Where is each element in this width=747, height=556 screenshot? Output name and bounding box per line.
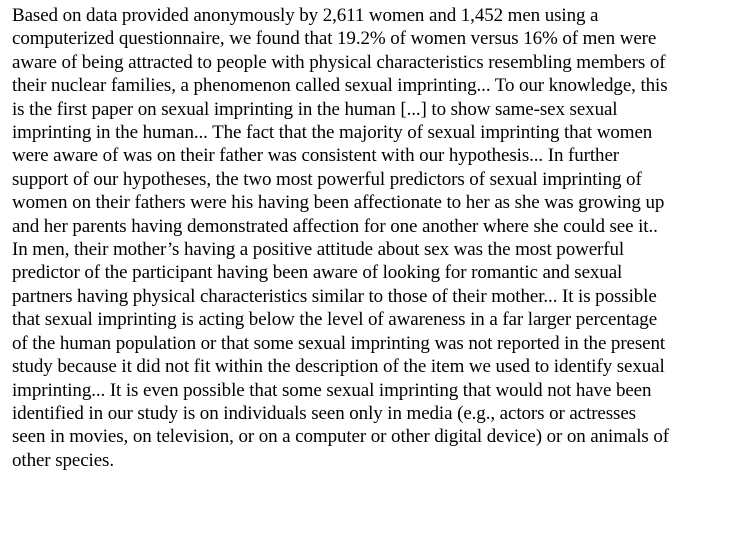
text-line: Based on data provided anonymously by 2,611 women and 1,452 men using a <box>12 5 599 26</box>
text-line: and her parents having demonstrated affection for one another where she could see it.. <box>12 215 658 237</box>
text-line: is the first paper on sexual imprinting in the human [...] to show same-sex sexual <box>12 98 618 120</box>
text-line: In men, their mother’s having a positive attitude about sex was the most powerful <box>12 239 625 261</box>
text-line: predictor of the participant having been aware of looking for romantic and sexual <box>12 262 623 284</box>
text-line: their nuclear families, a phenomenon called sexual imprinting... To our knowledge, this <box>12 75 668 97</box>
text-line: imprinting in the human... The fact that the majority of sexual imprinting that women <box>12 122 653 144</box>
text-line: partners having physical characteristics similar to those of their mother... It is possible <box>12 285 657 307</box>
text-line: of the human population or that some sexual imprinting was not reported in the present <box>12 332 666 354</box>
text-line: other species. <box>12 449 115 471</box>
document-body <box>12 4 742 472</box>
text-line: study because it did not fit within the description of the item we used to identify sexual <box>12 356 665 378</box>
text-line: women on their fathers were his having been affectionate to her as she was growing up <box>12 192 665 214</box>
text-line: aware of being attracted to people with physical characteristics resembling members of <box>12 51 666 73</box>
text-line: imprinting... It is even possible that some sexual imprinting that would not have been <box>12 379 652 401</box>
text-line: that sexual imprinting is acting below the level of awareness in a far larger percentage <box>12 309 658 331</box>
text-line: identified in our study is on individuals seen only in media (e.g., actors or actresses <box>12 402 636 424</box>
text-line: seen in movies, on television, or on a computer or other digital device) or on animals of <box>12 426 669 448</box>
text-line: computerized questionnaire, we found that 19.2% of women versus 16% of men were <box>12 28 657 50</box>
text-line: were aware of was on their father was consistent with our hypothesis... In further <box>12 145 619 167</box>
text-line: support of our hypotheses, the two most powerful predictors of sexual imprinting of <box>12 168 642 190</box>
